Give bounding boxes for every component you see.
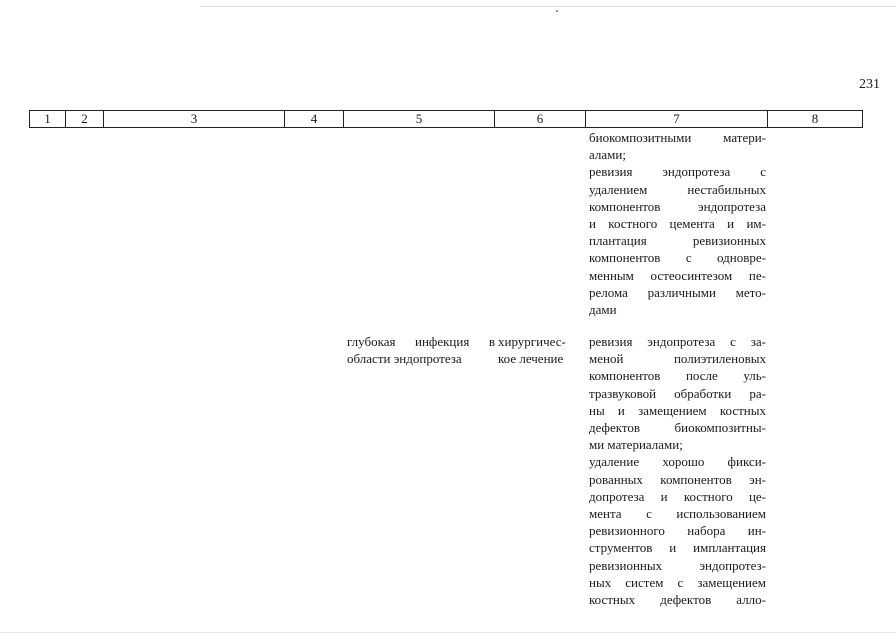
text-line: релома различными мето- — [589, 284, 766, 300]
text-line: меной полиэтиленовых — [589, 351, 766, 367]
text-line: алами; — [589, 147, 626, 163]
column-header-8: 8 — [768, 111, 863, 128]
text-line: ми материалами; — [589, 437, 683, 453]
scan-artifact-dot — [556, 10, 558, 12]
continued-treatment-methods-cell — [589, 129, 766, 318]
text-line: рованных компонентов эн- — [589, 471, 766, 487]
column-header-7: 7 — [586, 111, 768, 128]
text-line: менным остеосинтезом пе- — [589, 267, 766, 283]
text-line: дами — [589, 302, 617, 318]
text-line: биокомпозитными матери- — [589, 130, 766, 145]
scan-artifact-bottom-line — [0, 632, 896, 633]
column-header-5: 5 — [344, 111, 495, 128]
treatment-methods-cell — [589, 333, 766, 608]
text-line: тразвуковой обработки ра- — [589, 385, 766, 401]
text-line: ных систем с замещением — [589, 574, 766, 590]
text-line: костных дефектов алло- — [589, 592, 766, 608]
text-line: компонентов после уль- — [589, 368, 766, 384]
scan-artifact-top-line — [200, 6, 896, 7]
treatment-type-cell — [498, 333, 577, 367]
text-line: ревизия эндопротеза с — [589, 164, 766, 180]
column-header-6: 6 — [495, 111, 586, 128]
text-line: ревизия эндопротеза с за- — [589, 334, 766, 349]
text-line: и костного цемента и им- — [589, 216, 766, 232]
text-line: глубокая инфекция в — [347, 334, 495, 349]
page-number: 231 — [859, 77, 880, 92]
text-line: допротеза и костного це- — [589, 488, 766, 504]
column-number-header-row — [29, 110, 863, 128]
text-line: удалением нестабильных — [589, 181, 766, 197]
text-line: хирургичес- — [498, 334, 566, 349]
column-header-1: 1 — [30, 111, 66, 128]
text-line: мента с использованием — [589, 506, 766, 522]
text-line: области эндопротеза — [347, 351, 462, 367]
column-header-3: 3 — [104, 111, 285, 128]
column-header-2: 2 — [66, 111, 104, 128]
diagnosis-cell — [347, 333, 495, 367]
text-line: дефектов биокомпозитны- — [589, 420, 766, 436]
text-line: плантация ревизионных — [589, 233, 766, 249]
text-line: компонентов с одновре- — [589, 250, 766, 266]
text-line: компонентов эндопротеза — [589, 198, 766, 214]
text-line: ревизионных эндопротез- — [589, 557, 766, 573]
text-line: струментов и имплантация — [589, 540, 766, 556]
column-header-4: 4 — [285, 111, 344, 128]
text-line: кое лечение — [498, 351, 564, 367]
text-line: ревизионного набора ин- — [589, 523, 766, 539]
text-line: ны и замещением костных — [589, 402, 766, 418]
text-line: удаление хорошо фикси- — [589, 454, 766, 470]
